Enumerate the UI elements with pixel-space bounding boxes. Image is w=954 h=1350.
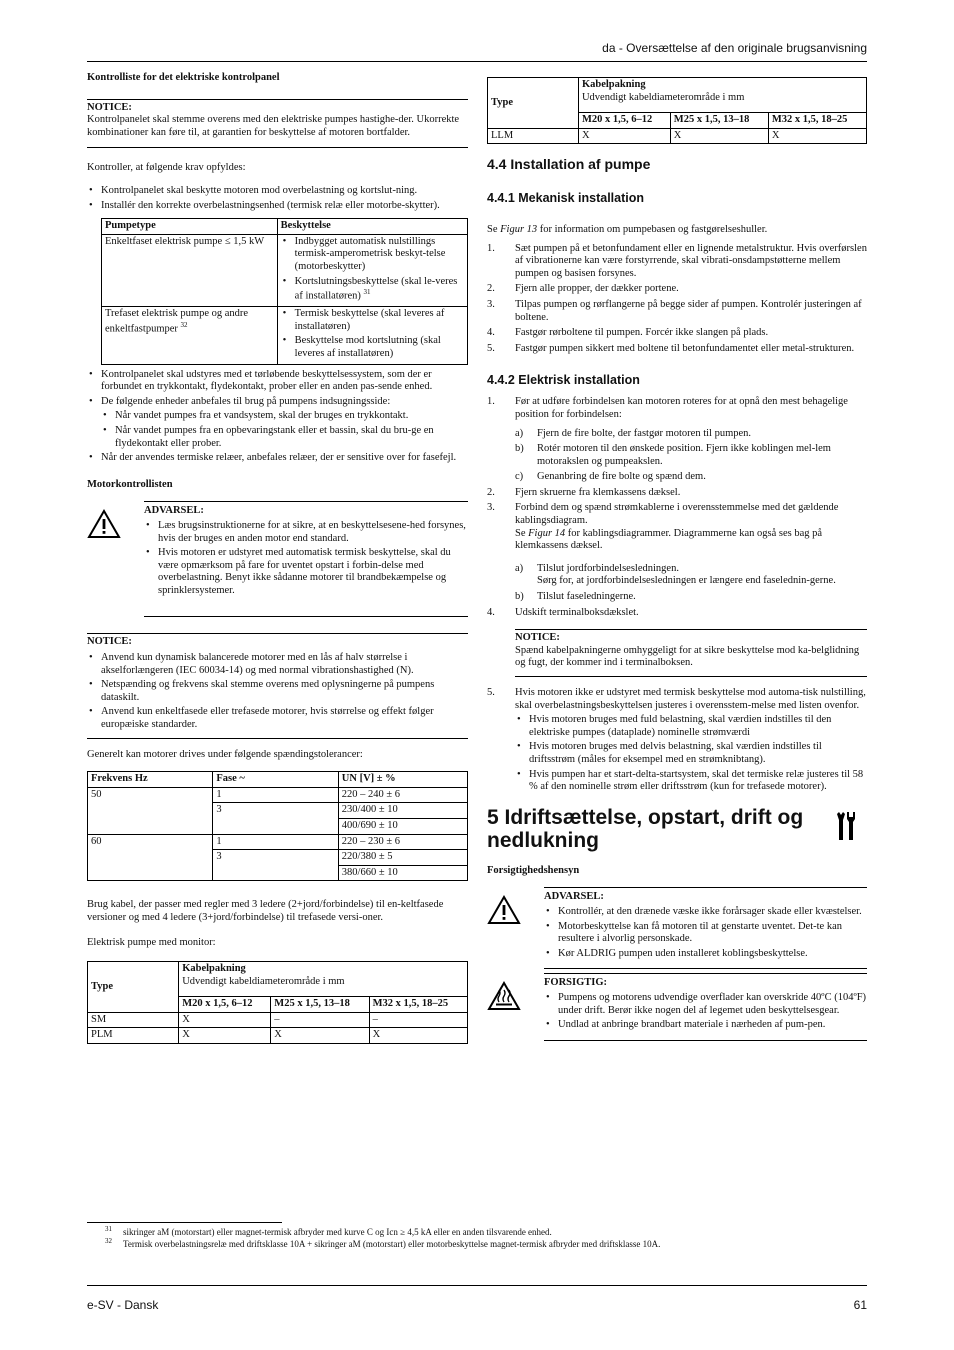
step-number: 4. [487, 327, 495, 339]
table-header: M25 x 1,5, 13–18 [673, 114, 750, 125]
list-item: • Når vandet pumpes fra en opbevaringstank eller et bassin, skal du bru-ge en flydekontakt eller prober. [87, 425, 468, 450]
list-item: • Indbygget automatisk nulstillings termisk-amperometrisk beskyt-telse (motorbeskytter) [281, 236, 464, 274]
table-cell: X [179, 1028, 271, 1044]
table-cell: PLM [88, 1028, 179, 1044]
table-cell: 400/690 ± 10 [338, 819, 467, 835]
list-item [487, 343, 867, 356]
cable-text: Brug kabel, der passer med regler med 3 ledere (2+jord/forbindelse) til en-keltfasede versioner og med 4 ledere (3+jord/forbindelse) til trefasede versi-oner. [87, 899, 444, 923]
sub-step [487, 563, 867, 588]
requirements-list [87, 185, 468, 212]
sub-step-text: Fjern de fire bolte, der fastgør motoren til pumpen. [537, 427, 752, 439]
step-text: Hvis motoren ikke er udstyret med termisk beskyttelse mod automa-tisk nulstilling, skal overbelastningsbeskyttelsen justeres i overensstem-melse med listen ovenfor. [515, 687, 866, 711]
warning-title: ADVARSEL: [544, 891, 604, 903]
warning-box [87, 501, 468, 616]
section-title: Forsigtighedshensyn [487, 864, 580, 876]
table-row [488, 128, 867, 144]
table-header: Type [491, 96, 513, 108]
notice-text: Spænd kabelpakningerne omhyggeligt for at sikre beskyttelse mod ka-belglidning og fugt, der kommer ind i terminalboksen. [515, 644, 860, 669]
sub-step-letter: b) [515, 443, 524, 455]
table-header: Kabelpakning [581, 79, 646, 90]
section-title: Motorkontrollisten [87, 478, 173, 490]
step-text: Fastgør rørboltene til pumpen. Forcér ikke slangen på plads. [515, 327, 769, 339]
table-subheader: Udvendigt kabeldiameterområde i mm [182, 975, 345, 987]
list-item [487, 243, 867, 281]
list-item: • Hvis motoren bruges med fuld belastning, skal værdien indstilles til den elektriske pumpes (dataplade) nominelle strømværdi [515, 714, 867, 739]
step-text: Fastgør pumpen sikkert med boltene til betonfundamentet eller metal-strukturen. [515, 342, 855, 354]
footnote-number: 31 [105, 1225, 112, 1233]
monitor-text: Elektrisk pumpe med monitor: [87, 936, 216, 948]
table-cell: 3 [213, 850, 338, 881]
notice-box [87, 99, 468, 149]
left-column [87, 72, 468, 1050]
list-item [487, 299, 867, 324]
table-cell: 220/380 ± 5 [338, 850, 467, 866]
electrical-steps [487, 396, 867, 793]
list-item: • Kontrolpanelet skal udstyres med et tørløbende beskyttelsessystem, som der er forbundet en trykkontakt, flydekontakt, prober eller en anden pas-sende enhed. [87, 369, 468, 394]
footnote-ref: 32 [180, 320, 188, 329]
notice-title: NOTICE: [87, 101, 132, 113]
table-subheader: Udvendigt kabeldiameterområde i mm [581, 91, 745, 103]
requirements-list-2 [87, 369, 468, 409]
step-number: 3. [487, 298, 495, 310]
sub-step-detail: Sørg for, at jordforbindelsesledningen er længere end faselednin-gerne. [537, 575, 836, 587]
sub-step [487, 428, 867, 441]
cable-gland-table [487, 77, 867, 144]
list-item: 2. Fjern skruerne fra klemkassens dæksel. [487, 486, 681, 498]
table-cell: 50 [88, 787, 213, 834]
table-cell: 380/660 ± 10 [338, 865, 467, 881]
list-item: • Kontrolpanelet skal beskytte motoren mod overbelastning og kortslut-ning. [87, 185, 468, 198]
table-row [88, 1012, 468, 1028]
table-cell: X [179, 1012, 271, 1028]
list-item [487, 283, 867, 296]
table-cell: X [578, 128, 670, 144]
mech-intro-pre: Se [487, 223, 501, 235]
warning-box [487, 887, 867, 969]
step-text: Tilpas pumpen og rørflangerne på begge sider af pumpen. Kontrolér justeringen af boltene. [515, 298, 862, 323]
sub-step-letter: b) [515, 591, 524, 603]
table-header: Kabelpakning [182, 963, 246, 975]
notice-title: NOTICE: [515, 632, 560, 644]
list-item: • Pumpens og motorens udvendige overflader kan overskride 40ºC (104ºF) under drift. Berør ikke nogen del af legemet uden beskyttelsesgear. [544, 992, 867, 1017]
list-item: • Kontrollér, at den drænede væske ikke forårsager skade eller kvæstelser. [544, 906, 867, 919]
table-cell: X [670, 128, 768, 144]
list-item: • Anvend kun enkeltfasede eller trefasede motorer, hvis størrelse og effekt følger europæiske standarder. [87, 706, 468, 731]
mech-intro [487, 224, 867, 237]
table-cell: 3 [213, 803, 338, 834]
list-item: • De følgende enheder anbefales til brug på pumpens indsugningsside: [87, 396, 468, 409]
sub-step [487, 443, 867, 468]
table-header: M32 x 1,5, 18–25 [372, 998, 449, 1010]
hot-surface-icon [487, 981, 521, 1011]
step-text: Før at udføre forbindelsen kan motoren roteres for at opnå den mest behagelige position for forbindelsen: [515, 396, 848, 420]
table-header: M32 x 1,5, 18–25 [771, 114, 848, 125]
warning-icon [487, 895, 521, 925]
sub-step [487, 471, 867, 484]
list-item: 3. Forbind dem og spænd strømkablerne i overensstemmelse med det gældende kablingsdiagram. Se Figur 14 for kablingsdiagrammer. Diagrammerne kan også ses bag på klemkassens dæksel. a) Tilslut jordforbindelsesledningen. Sørg for, at jordforbindelsesledningen er længere end faselednin-gerne. b) Tilslut faseledningerne. [487, 502, 867, 603]
list-item: • Hvis pumpen har et start-delta-startsystem, skal det termiske relæ justeres til 58 % af den nominelle strøm eller driftsstrøm (kun for trefasede motorer). [515, 769, 867, 794]
footnote-text: sikringer aM (motorstart) eller magnet-termisk afbryder med kurve C og Icn ≥ 4,5 kA eller en anden tilsvarende enhed. [123, 1227, 552, 1237]
sub-step [487, 591, 867, 604]
table-cell: 1 [213, 787, 338, 803]
sub-step-text: Rotér motoren til den ønskede position. Fjern ikke koblingen mel-lem motorakslen og pumpeakslen. [537, 443, 831, 467]
table-row [102, 307, 468, 364]
table-cell: X [369, 1028, 467, 1044]
table-cell: 60 [88, 834, 213, 881]
list-item: • Når vandet pumpes fra et vandsystem, skal der bruges en trykkontakt. [87, 410, 468, 423]
step-text: Sæt pumpen på et betonfundament eller en lignende metalstruktur. Hvis overførslen af vibrationerne kan være forstyrrende, skal vibrati-onsdampstøtterne mellem pumpen og basisen forsynes. [515, 242, 867, 279]
list-item: 1. Før at udføre forbindelsen kan motoren roteres for at opnå den mest behagelige position for forbindelsen: a) Fjern de fire bolte, der fastgør motoren til pumpen. b) Rotér motoren til den ønskede position. Fjern ikke koblingen mel-lem motorakslen og pumpeakslen. c) Genanbring de fire bolte og spænd dem. [487, 396, 867, 484]
footer-left: e-SV - Dansk [87, 1298, 159, 1312]
chapter-heading [487, 806, 867, 853]
cable-gland-table [87, 961, 468, 1044]
table-cell: X [768, 128, 866, 144]
list-item-text: Kortslutningsbeskyttelse (skal le-veres af installatøren) [294, 275, 458, 302]
sub-step-text: Tilslut faseledningerne. [537, 591, 636, 603]
sub-step-letter: c) [515, 471, 524, 483]
footnotes [87, 1222, 867, 1251]
table-cell: Enkeltfaset elektrisk pumpe ≤ 1,5 kW [105, 235, 265, 247]
list-item: • Beskyttelse mod kortslutning (skal leveres af installatøren) [281, 335, 464, 360]
table-cell: SM [88, 1012, 179, 1028]
notice-text: Kontrolpanelet skal stemme overens med den elektriske pumpes hastighe-der. Ukorrekte kombinationer kan føre til, at garantien for beskyttelse af motoren bortfalder. [87, 114, 460, 138]
list-item: • Når der anvendes termiske relæer, anbefales relæer, der er sensitive over for fasefejl. [87, 452, 468, 465]
warning-icon [87, 509, 121, 539]
section-heading-4-4-2: 4.4.2 Elektrisk installation [487, 373, 640, 388]
notice-box [87, 633, 468, 739]
table-header: M20 x 1,5, 6–12 [182, 998, 253, 1010]
footnote-text: Termisk overbelastningsrelæ med driftsklasse 10A + sikringer aM (motorstart) eller motorbeskyttelse magnet-termisk afbryder med driftsklasse 10A. [123, 1238, 661, 1249]
notice-title: NOTICE: [87, 635, 132, 647]
footnote-number: 32 [105, 1236, 112, 1245]
page-header [87, 0, 867, 62]
list-item: • Anvend kun dynamisk balancerede motorer med en lås af halv størrelse i akselforlængeren (IEC 60034-14) og med normal vibrationshastighed (N). [87, 652, 468, 677]
table-cell: X [271, 1028, 369, 1044]
mech-steps [487, 243, 867, 356]
footnote [87, 1227, 867, 1238]
step-text: Fjern alle propper, der dækker portene. [515, 283, 679, 295]
mech-intro-post: for information om pumpebasen og fastgørelseshuller. [537, 223, 768, 235]
voltage-table [87, 771, 468, 881]
sub-step-text: Genanbring de fire bolte og spænd dem. [537, 471, 706, 483]
table-cell: – [369, 1012, 467, 1028]
list-item: • Motorbeskyttelse kan få motoren til at genstarte uventet. Det-te kan resultere i alvorlig personskade. [544, 921, 867, 946]
sub-step-text: Tilslut jordforbindelsesledningen. [537, 562, 679, 574]
table-header: UN [V] ± % [341, 773, 396, 785]
list-item [487, 327, 867, 340]
list-item: • Undlad at anbringe brandbart materiale i nærheden af pum-pen. [544, 1019, 867, 1032]
list-item: 4. Udskift terminalboksdækslet. NOTICE: Spænd kabelpakningerne omhyggeligt for at sikre beskyttelse mod ka-belglidning og fugt, der kommer ind i terminalboksen. [487, 607, 867, 677]
caution-box [487, 973, 867, 1040]
list-item: • Installér den korrekte overbelastningsenhed (termisk relæ eller motorbe-skytter). [87, 200, 468, 213]
table-header: Fase ~ [216, 773, 245, 785]
sub-list [87, 410, 468, 450]
page-number: 61 [853, 1298, 867, 1312]
figure-ref: Figur 13 [500, 223, 538, 235]
list-item: • Hvis motoren er udstyret med automatisk termisk beskyttelse, skal du være opmærksom på fare for uventet opstart i forbin-delse med overbelastning. Benyt ikke sådanne motorer til brandbekæmpelse og sprinklersystemer. [144, 547, 468, 597]
list-item: 5. Hvis motoren ikke er udstyret med termisk beskyttelse mod automa-tisk nulstilling, skal overbelastningsbeskyttelsen justeres i overensstem-melse med listen ovenfor. • Hvis motoren bruges med fuld belastning, skal værdien indstilles til den elektriske pumpes (dataplade) nominelle strømværdi • Hvis motoren bruges med delvis belastning, skal værdien indstilles til driftsstrøm (måles for eksempel med en strømknibtang). • Hvis pumpen har et start-delta-startsystem, skal det termiske relæ justeres til 58 % af den nominelle strøm eller driftsstrøm (kun for trefasede motorer). [487, 687, 867, 794]
table-cell: – [271, 1012, 369, 1028]
sub-step-letter: a) [515, 427, 524, 439]
step-text-pre: Se [515, 527, 529, 539]
step-number: 2. [487, 283, 495, 295]
table-row [88, 834, 468, 850]
right-column [487, 77, 867, 1049]
table-cell: 220 – 230 ± 6 [338, 834, 467, 850]
caution-title: FORSIGTIG: [544, 977, 608, 989]
step-text: Forbind dem og spænd strømkablerne i overensstemmelse med det gældende kablingsdiagram. [515, 502, 839, 527]
table-cell: Trefaset elektrisk pumpe og andre enkeltfastpumper [105, 308, 249, 335]
page-footer [87, 1285, 867, 1312]
requirements-list-3 [87, 452, 468, 465]
step-text: Udskift terminalboksdækslet. [515, 606, 639, 618]
table-header: Frekvens Hz [91, 773, 148, 785]
table-cell: 1 [213, 834, 338, 850]
table-cell: 230/400 ± 10 [338, 803, 467, 819]
table-row [88, 787, 468, 803]
list-item [281, 276, 464, 304]
check-intro: Kontroller, at følgende krav opfyldes: [87, 162, 246, 174]
section-heading-4-4: 4.4 Installation af pumpe [487, 156, 651, 173]
table-cell: 220 – 240 ± 6 [338, 787, 467, 803]
table-header: Type [91, 980, 113, 992]
header-title: da - Oversættelse af den originale brugsanvisning [602, 41, 867, 55]
footnote [87, 1236, 867, 1250]
footnote-ref: 31 [363, 288, 371, 297]
section-heading-4-4-1: 4.4.1 Mekanisk installation [487, 190, 645, 205]
table-header: Pumpetype [105, 220, 156, 232]
table-cell: LLM [488, 128, 579, 144]
step-number: 5. [487, 342, 495, 354]
list-item: • Kør ALDRIG pumpen uden installeret koblingsbeskyttelse. [544, 948, 867, 961]
notice-box [515, 629, 867, 677]
step-text-post: for kablingsdiagrammer. Diagrammerne kan også ses bag på klemkassens dæksel. [515, 527, 823, 552]
list-item: • Læs brugsinstruktionerne for at sikre, at en beskyttelsesene-hed forsynes, hvis der bruges en anden motor end standard. [144, 520, 468, 545]
pump-protection-table [101, 218, 468, 364]
figure-ref: Figur 14 [528, 527, 566, 539]
list-item: • Hvis motoren bruges med delvis belastning, skal værdien indstilles til driftsstrøm (måles for eksempel med en strømknibtang). [515, 741, 867, 766]
table-header: M20 x 1,5, 6–12 [581, 114, 653, 125]
list-item: • Termisk beskyttelse (skal leveres af installatøren) [281, 308, 464, 333]
step-number: 1. [487, 242, 495, 254]
step-text: Fjern skruerne fra klemkassens dæksel. [515, 486, 681, 498]
warning-title: ADVARSEL: [144, 505, 204, 517]
chapter-title: 5 Idriftsættelse, opstart, drift og nedlukning [487, 805, 804, 853]
table-header: M25 x 1,5, 13–18 [274, 998, 350, 1010]
voltage-intro: Generelt kan motorer drives under følgende spændingstolerancer: [87, 748, 363, 760]
table-row [88, 1028, 468, 1044]
sub-step-letter: a) [515, 562, 524, 574]
tools-icon [837, 812, 857, 842]
checklist-title: Kontrolliste for det elektriske kontrolpanel [87, 72, 280, 83]
table-header: Beskyttelse [280, 220, 331, 232]
table-row [102, 234, 468, 306]
list-item: • Netspænding og frekvens skal stemme overens med oplysningerne på pumpens dataskilt. [87, 679, 468, 704]
